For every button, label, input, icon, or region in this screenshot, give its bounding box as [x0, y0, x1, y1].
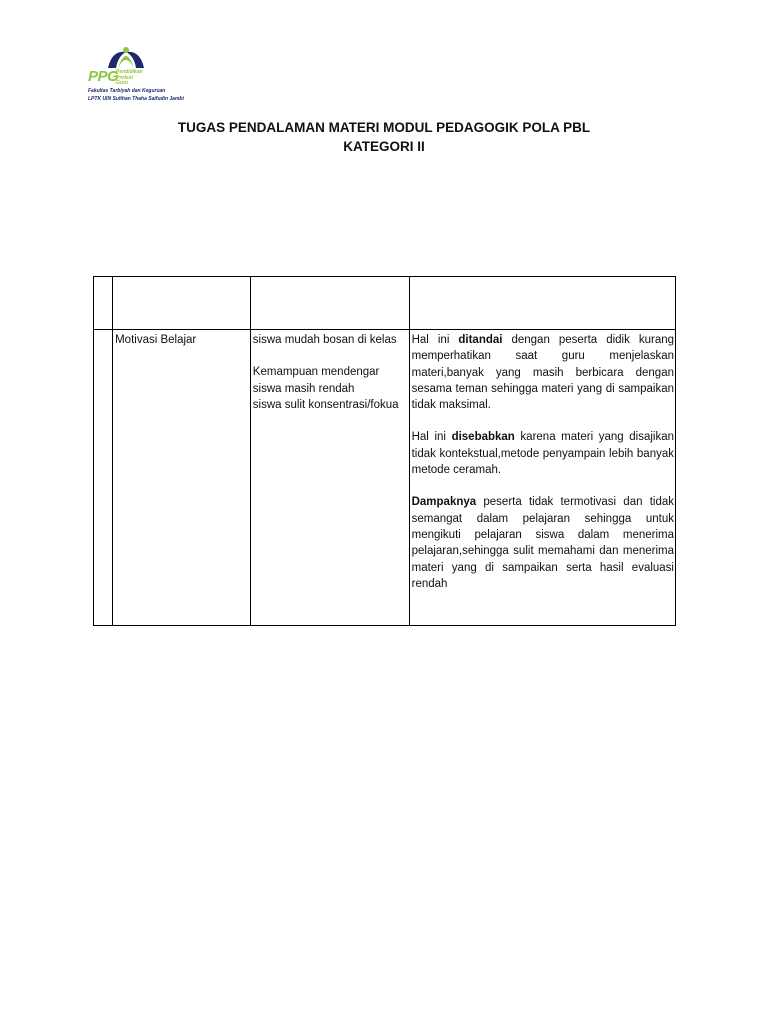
- analysis-paragraph: [412, 429, 674, 478]
- problem-text: Motivasi Belajar: [115, 334, 197, 346]
- header-cell: [250, 277, 409, 330]
- analysis-cell: [409, 330, 675, 626]
- document-title: TUGAS PENDALAMAN MATERI MODUL PEDAGOGIK POLA PBL: [177, 120, 591, 135]
- logo-university-line: LPTK UIN Sulthan Thaha Saifudin Jambi: [88, 96, 184, 102]
- logo-subtitle-line: Pendidikan: [116, 69, 143, 75]
- paragraph-text: karena materi yang disajikan tidak kontekstual,metode penyampain lebih banyak metode ceramah.: [411, 431, 674, 477]
- table-row: [94, 330, 676, 626]
- logo-subtitle-line: Profesi: [116, 74, 133, 81]
- logo-subtitle: [116, 70, 176, 87]
- problem-cell: [113, 330, 251, 626]
- header-cell: [94, 277, 113, 330]
- analysis-content: [410, 330, 675, 592]
- header-cell: [113, 277, 251, 330]
- paragraph-text: Hal ini: [411, 334, 459, 346]
- logo-brand: PPG: [88, 68, 119, 85]
- keyword-dampaknya: Dampaknya: [411, 496, 477, 509]
- paragraph-text: Hal ini: [411, 431, 452, 444]
- analysis-paragraph: [412, 494, 674, 592]
- indicator-item: siswa sulit konsentrasi/fokua: [252, 398, 399, 411]
- header-cell: [409, 277, 675, 330]
- indicator-item: siswa mudah bosan di kelas: [252, 334, 397, 346]
- logo-faculty-line: Fakultas Tarbiyah dan Keguruan: [88, 88, 166, 94]
- indicator-content: [251, 330, 409, 413]
- logo-subtitle-line: Guru: [116, 80, 128, 86]
- indicator-item: Kemampuan mendengar siswa masih rendah: [252, 366, 380, 395]
- paragraph-text: peserta tidak termotivasi dan tidak semangat dalam pelajaran sehingga untuk mengikuti pelajaran siswa dalam menerima pelajaran,sehingga sulit memahami dan menerima materi yang di sampaikan serta hasil evaluasi rendah: [411, 496, 674, 590]
- row-number-cell: [94, 330, 113, 626]
- table-header-row: [94, 277, 676, 330]
- analysis-paragraph: [412, 332, 674, 413]
- analysis-table: [93, 276, 676, 626]
- indicator-cell: [250, 330, 409, 626]
- paragraph-text: dengan peserta didik kurang memperhatikan saat guru menjelaskan materi,banyak yang masih berbicara dengan sesama teman sehingga materi yang di sampaikan tidak maksimal.: [411, 334, 675, 412]
- keyword-ditandai: ditandai: [458, 334, 503, 346]
- institution-logo: [88, 46, 208, 106]
- document-subtitle: KATEGORI II: [343, 139, 425, 154]
- keyword-disebabkan: disebabkan: [451, 431, 515, 444]
